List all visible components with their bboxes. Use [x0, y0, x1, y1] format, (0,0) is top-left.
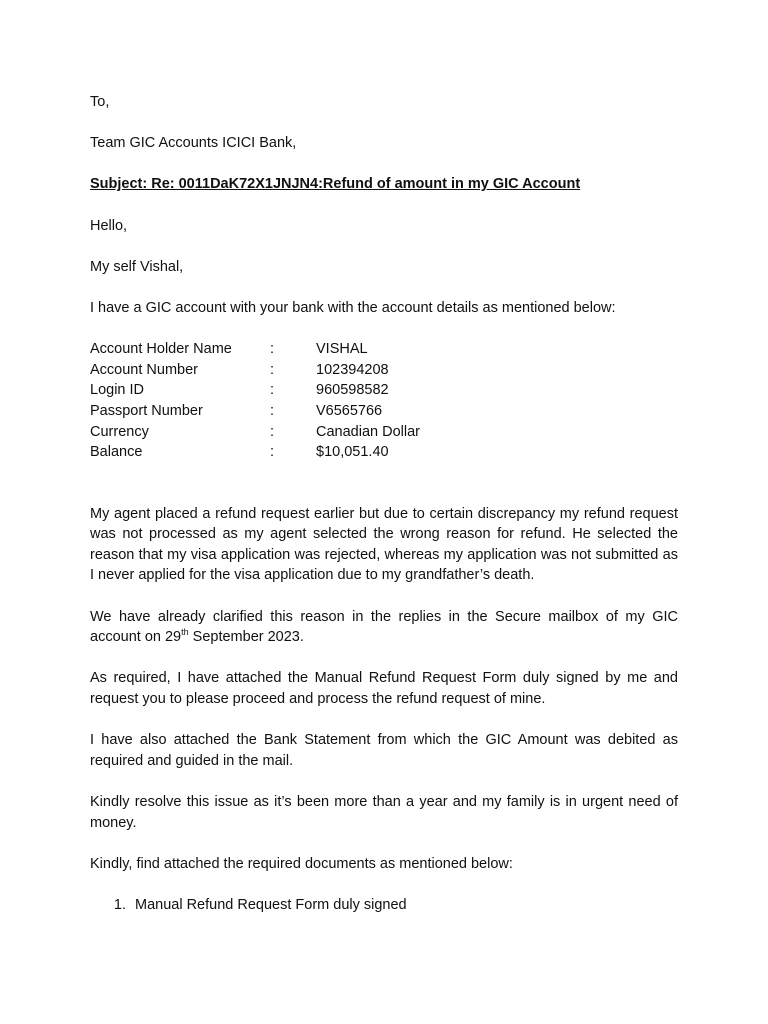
detail-separator: : — [270, 402, 275, 419]
list-item-number: 1. — [113, 896, 126, 913]
paragraph-clarification — [90, 607, 678, 648]
detail-value: Canadian Dollar — [316, 423, 420, 440]
list-item-text: Manual Refund Request Form duly signed — [135, 896, 407, 913]
detail-separator: : — [270, 423, 275, 440]
greeting: Hello, — [90, 217, 128, 234]
detail-row-balance — [90, 442, 678, 463]
detail-value: VISHAL — [316, 341, 368, 358]
letter-body — [90, 92, 678, 916]
detail-label: Login ID — [90, 382, 145, 399]
account-details-table — [90, 339, 678, 463]
self-introduction: My self Vishal, — [90, 258, 184, 275]
detail-row-account-number — [90, 360, 678, 381]
detail-value: 102394208 — [316, 361, 389, 378]
detail-value: 960598582 — [316, 382, 389, 399]
attachments-list — [90, 895, 678, 916]
detail-row-currency — [90, 422, 678, 443]
detail-separator: : — [270, 361, 275, 378]
paragraph-refund-issue: My agent placed a refund request earlier but due to certain discrepancy my refund request was not processed as my agent selected the wrong reason for refund. He selected the reason that my visa application was rejected, whereas my application was not submitted as I never applied for the visa application due to my grandfather’s death. — [90, 505, 678, 584]
detail-separator: : — [270, 341, 275, 358]
detail-label: Passport Number — [90, 402, 203, 419]
details-lead: I have a GIC account with your bank with the account details as mentioned below: — [90, 299, 616, 316]
ordinal-suffix: th — [181, 627, 189, 638]
subject-line: Subject: Re: 0011DaK72X1JNJN4:Refund of amount in my GIC Account — [90, 176, 581, 193]
clarification-date-rest: September 2023. — [188, 629, 304, 646]
detail-label: Currency — [90, 423, 149, 440]
detail-label: Balance — [90, 444, 143, 461]
detail-row-passport-number — [90, 401, 678, 422]
clarification-text: We have already clarified this reason in the replies in the Secure mailbox of my GIC account on 29 — [90, 608, 678, 646]
detail-value: $10,051.40 — [316, 444, 389, 461]
paragraph-form-attached: As required, I have attached the Manual Refund Request Form duly signed by me and request you to please proceed and process the refund request of mine. — [90, 670, 678, 708]
recipient-line: Team GIC Accounts ICICI Bank, — [90, 135, 297, 152]
detail-label: Account Number — [90, 361, 198, 378]
detail-row-login-id — [90, 380, 678, 401]
detail-separator: : — [270, 444, 275, 461]
salutation-to: To, — [90, 94, 110, 110]
detail-row-holder-name — [90, 339, 678, 360]
paragraph-statement-attached: I have also attached the Bank Statement from which the GIC Amount was debited as required and guided in the mail. — [90, 732, 678, 769]
paragraph-attachments-lead: Kindly, find attached the required documents as mentioned below: — [90, 855, 513, 872]
detail-separator: : — [270, 382, 275, 399]
detail-value: V6565766 — [316, 402, 383, 419]
detail-label: Account Holder Name — [90, 341, 232, 358]
paragraph-urgent-request: Kindly resolve this issue as it’s been more than a year and my family is in urgent need of money. — [90, 794, 678, 831]
list-item — [90, 895, 678, 916]
